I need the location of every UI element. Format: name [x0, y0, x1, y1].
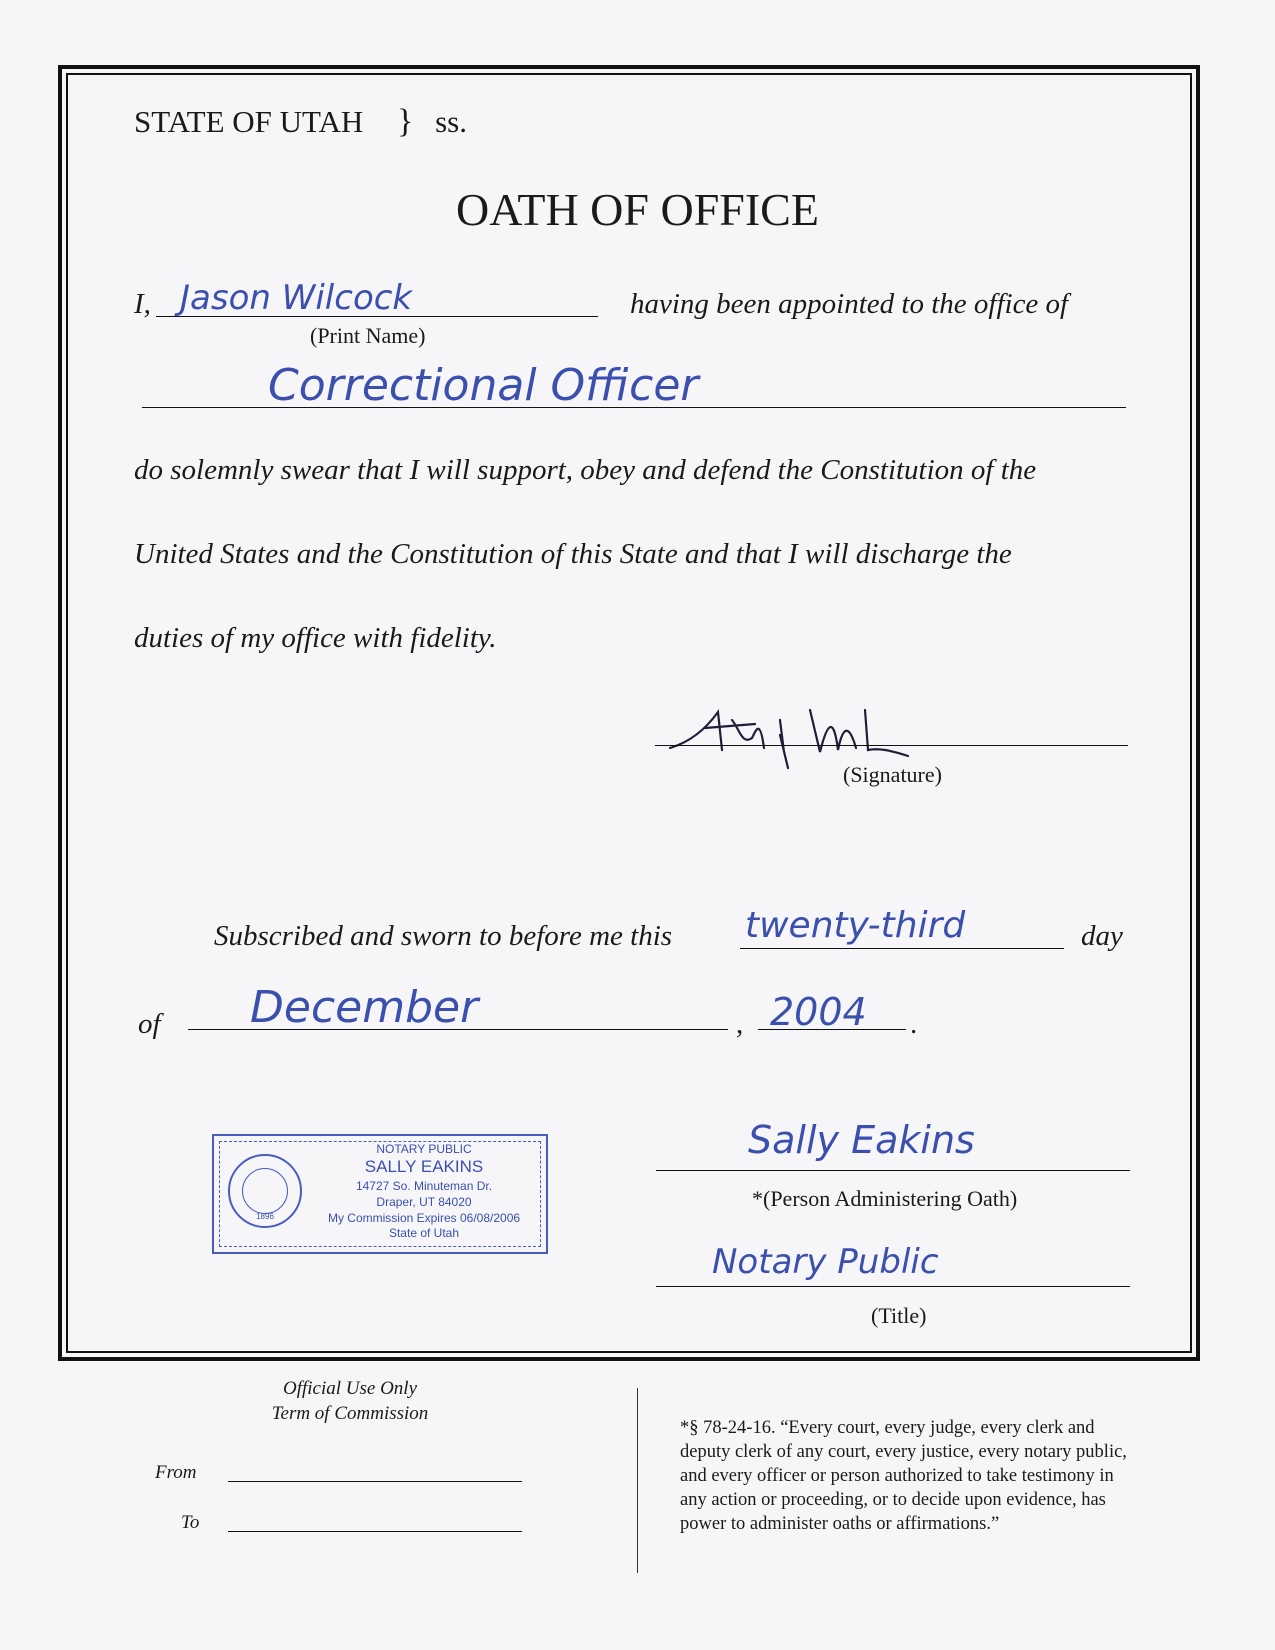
stamp-state: State of Utah [388, 1226, 460, 1240]
state-heading [134, 103, 467, 141]
title-line [656, 1286, 1130, 1287]
notary-stamp [212, 1134, 548, 1254]
state-seal [228, 1154, 302, 1228]
appointed-text: having been appointed to the office of [630, 288, 1069, 320]
state-name: STATE OF UTAH [134, 104, 364, 139]
handwritten-title: Notary Public [712, 1242, 939, 1282]
oath-line-2: United States and the Constitution of this State and that I will discharge the [134, 538, 1012, 570]
handwritten-year: 2004 [770, 990, 867, 1034]
to-label: To [181, 1512, 200, 1533]
stamp-address2: Draper, UT 84020 [376, 1195, 472, 1209]
footer-divider [637, 1388, 638, 1573]
print-name-caption: (Print Name) [310, 323, 426, 348]
comma: , [736, 1008, 744, 1040]
header-ss: ss. [435, 104, 467, 139]
subscribed-text: Subscribed and sworn to before me this [214, 920, 673, 952]
handwritten-administrator: Sally Eakins [748, 1118, 975, 1162]
statute-text [680, 1416, 1127, 1536]
handwritten-month: December [250, 982, 479, 1033]
official-use-heading: Official Use Only [282, 1378, 418, 1399]
statute-line-3: and every officer or person authorized to take testimony in [680, 1466, 1114, 1486]
from-label: From [155, 1462, 197, 1483]
statute-line-5: power to administer oaths or affirmations.” [680, 1514, 1000, 1534]
statute-line-1: *§ 78-24-16. “Every court, every judge, every clerk and [680, 1418, 1095, 1438]
signature-caption: (Signature) [843, 762, 942, 787]
to-line[interactable] [228, 1531, 522, 1532]
day-word: day [1081, 920, 1123, 952]
stamp-name: SALLY EAKINS [364, 1157, 484, 1176]
i-prefix: I, [134, 288, 151, 320]
stamp-heading: NOTARY PUBLIC [376, 1142, 472, 1156]
handwritten-office: Correctional Officer [268, 360, 699, 411]
term-heading: Term of Commission [271, 1403, 429, 1424]
administrator-caption: *(Person Administering Oath) [752, 1186, 1018, 1211]
header-brace: } [397, 103, 414, 140]
from-line[interactable] [228, 1481, 522, 1482]
document-title: OATH OF OFFICE [456, 184, 819, 235]
administrator-line [656, 1170, 1130, 1171]
stamp-address1: 14727 So. Minuteman Dr. [355, 1179, 493, 1193]
handwritten-day: twenty-third [745, 905, 966, 946]
name-line [156, 316, 598, 317]
statute-line-2: deputy clerk of any court, every justice, every notary public, [680, 1442, 1127, 1462]
period: . [910, 1008, 918, 1040]
day-line [740, 948, 1064, 949]
oath-line-3: duties of my office with fidelity. [134, 622, 497, 654]
handwritten-name: Jason Wilcock [180, 278, 413, 318]
statute-line-4: any action or proceeding, or to decide upon evidence, has [680, 1490, 1106, 1510]
signature-line [655, 745, 1128, 746]
year-line [758, 1029, 906, 1030]
stamp-commission: My Commission Expires 06/08/2006 [327, 1211, 521, 1225]
month-line [188, 1029, 728, 1030]
seal-year: 1896 [256, 1212, 274, 1221]
office-line [142, 407, 1126, 408]
title-caption: (Title) [871, 1303, 927, 1328]
of-word: of [138, 1008, 161, 1040]
oath-line-1: do solemnly swear that I will support, obey and defend the Constitution of the [134, 454, 1037, 486]
